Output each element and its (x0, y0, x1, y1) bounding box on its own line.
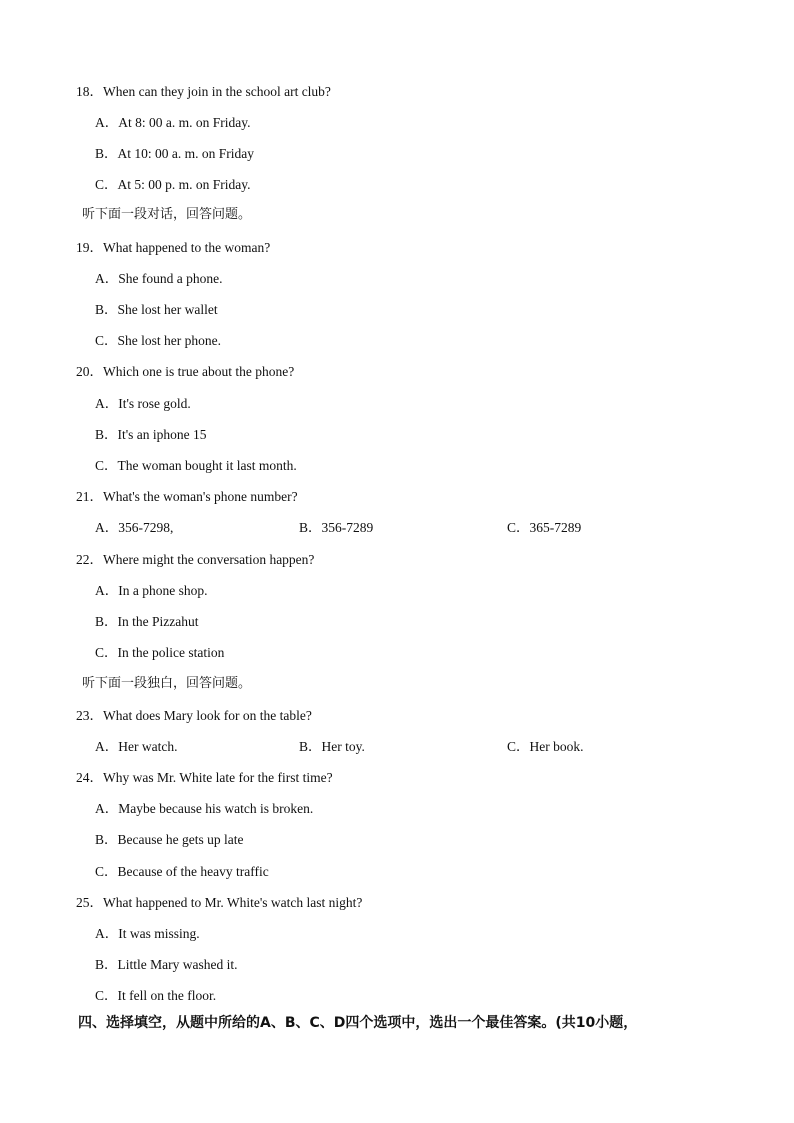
question-24: 24．Why was Mr. White late for the first time? (76, 770, 333, 785)
option-23a: A．Her watch. (95, 739, 178, 754)
option-25b: B．Little Mary washed it. (95, 957, 238, 972)
option-19c: C．She lost her phone. (95, 333, 221, 348)
question-22: 22．Where might the conversation happen? (76, 552, 315, 567)
question-18: 18．When can they join in the school art club? (76, 84, 331, 99)
option-24b: B．Because he gets up late (95, 832, 244, 847)
question-20: 20．Which one is true about the phone? (76, 364, 295, 379)
question-21: 21．What's the woman's phone number? (76, 489, 298, 504)
option-24c: C．Because of the heavy traffic (95, 864, 269, 879)
option-24a: A．Maybe because his watch is broken. (95, 801, 314, 816)
option-20c: C．The woman bought it last month. (95, 458, 297, 473)
option-20a: A．It's rose gold. (95, 396, 191, 411)
option-22a: A．In a phone shop. (95, 583, 208, 598)
option-19a: A．She found a phone. (95, 271, 223, 286)
question-25: 25．What happened to Mr. White's watch last night? (76, 895, 363, 910)
option-20b: B．It's an iphone 15 (95, 427, 207, 442)
section-heading-4: 四、选择填空，从题中所给的A、B、C、D四个选项中，选出一个最佳答案。(共10小题， (78, 1015, 638, 1031)
question-19: 19．What happened to the woman? (76, 240, 271, 255)
question-23: 23．What does Mary look for on the table? (76, 708, 312, 723)
option-18b: B．At 10: 00 a. m. on Friday (95, 146, 254, 161)
option-23b: B．Her toy. (299, 739, 365, 754)
option-22c: C．In the police station (95, 645, 225, 660)
option-19b: B．She lost her wallet (95, 302, 218, 317)
option-18a: A．At 8: 00 a. m. on Friday. (95, 115, 251, 130)
option-21b: B．356-7289 (299, 520, 374, 535)
option-23c: C．Her book. (507, 739, 584, 754)
option-25c: C．It fell on the floor. (95, 988, 217, 1003)
option-22b: B．In the Pizzahut (95, 614, 199, 629)
option-18c: C．At 5: 00 p. m. on Friday. (95, 177, 251, 192)
option-21a: A．356-7298, (95, 520, 174, 535)
instruction-dialogue: 听下面一段对话，回答问题。 (82, 207, 252, 222)
option-21c: C．365-7289 (507, 520, 582, 535)
instruction-monologue: 听下面一段独白，回答问题。 (82, 676, 252, 691)
option-25a: A．It was missing. (95, 926, 200, 941)
